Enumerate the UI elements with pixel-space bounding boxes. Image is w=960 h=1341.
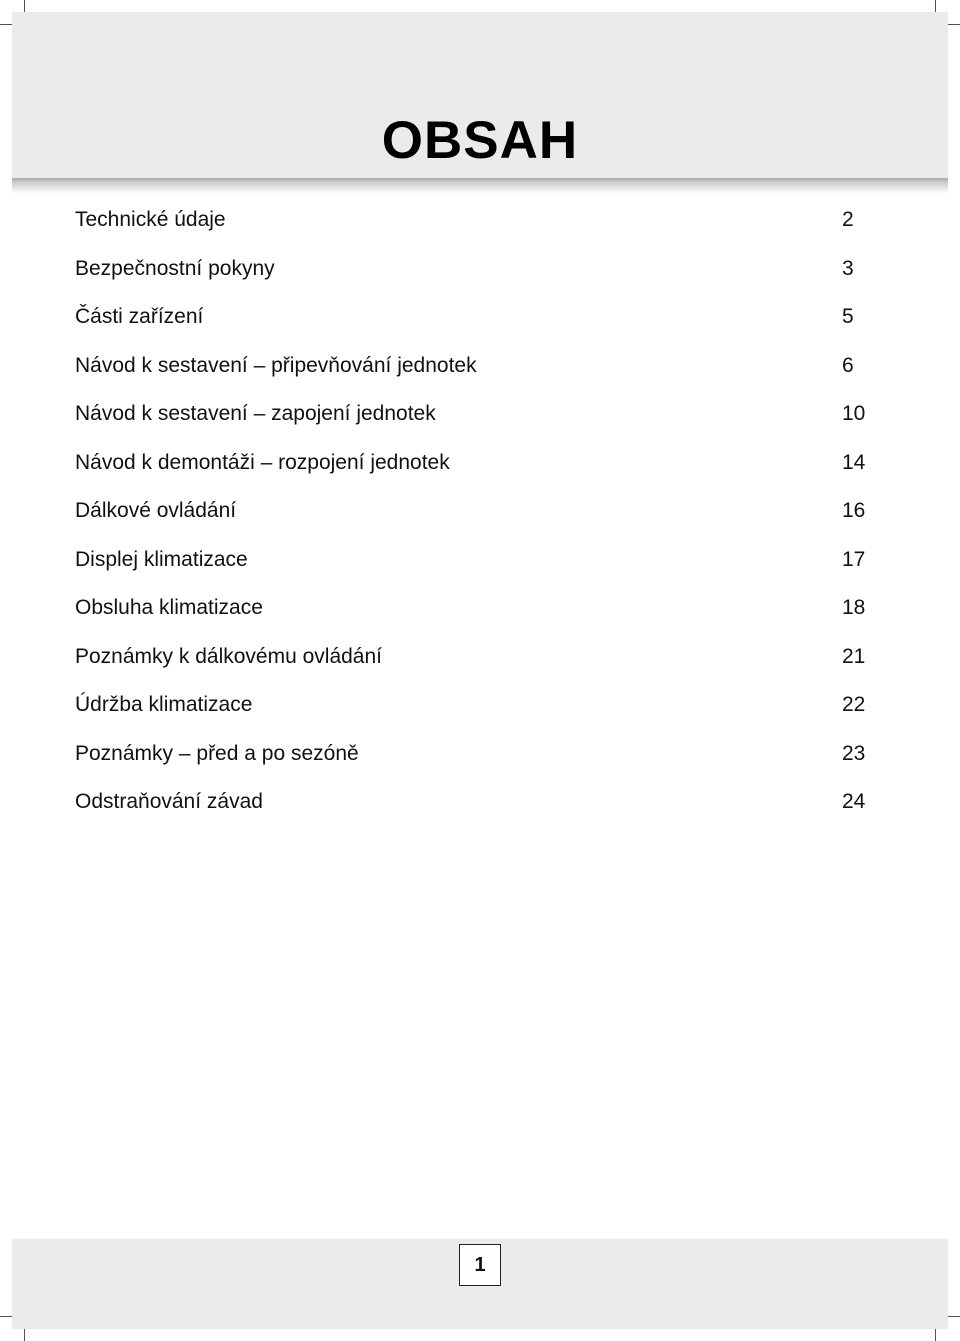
- toc-entry-label: Poznámky k dálkovému ovládání: [75, 644, 382, 668]
- toc-entry[interactable]: [75, 781, 875, 830]
- toc-entry[interactable]: [75, 248, 875, 297]
- toc-entry-page: 24: [842, 790, 866, 813]
- toc-entry[interactable]: [75, 539, 875, 588]
- toc-entry-page: 18: [842, 596, 866, 619]
- toc-entry-page: 16: [842, 499, 866, 522]
- table-of-contents: [75, 199, 875, 830]
- toc-entry-label: Odstraňování závad: [75, 790, 263, 813]
- toc-entry-label: Návod k sestavení – připevňování jednotek: [75, 353, 477, 377]
- toc-entry[interactable]: [75, 490, 875, 539]
- header-shadow: [12, 178, 948, 194]
- toc-entry-label: Návod k sestavení – zapojení jednotek: [75, 402, 436, 425]
- crop-mark-top-right-v: [935, 0, 936, 12]
- toc-entry-page: 5: [842, 305, 854, 328]
- toc-entry-label: Údržba klimatizace: [75, 693, 253, 716]
- crop-mark-bottom-right-v: [935, 1329, 936, 1341]
- toc-entry-page: 2: [842, 208, 854, 231]
- toc-entry[interactable]: [75, 345, 875, 394]
- crop-mark-bottom-left-h: [0, 1316, 12, 1317]
- toc-entry-label: Části zařízení: [75, 305, 204, 328]
- toc-entry-page: 22: [842, 693, 866, 716]
- toc-entry[interactable]: [75, 199, 875, 248]
- crop-mark-bottom-right-h: [948, 1316, 960, 1317]
- page-title: OBSAH: [381, 111, 579, 170]
- toc-entry[interactable]: [75, 296, 875, 345]
- page-number: 1: [459, 1244, 501, 1286]
- crop-mark-top-left-v: [24, 0, 25, 12]
- toc-entry-page: 10: [842, 402, 866, 425]
- crop-mark-bottom-left-v: [24, 1329, 25, 1341]
- toc-entry-label: Bezpečnostní pokyny: [75, 256, 275, 280]
- toc-entry[interactable]: [75, 393, 875, 442]
- toc-entry-label: Poznámky – před a po sezóně: [75, 741, 359, 765]
- toc-entry-page: 6: [842, 353, 854, 377]
- toc-entry-label: Technické údaje: [75, 208, 226, 231]
- toc-entry-label: Obsluha klimatizace: [75, 596, 263, 619]
- toc-entry-label: Dálkové ovládání: [75, 499, 237, 522]
- toc-entry[interactable]: [75, 733, 875, 782]
- toc-entry[interactable]: [75, 587, 875, 636]
- crop-mark-top-right-h: [948, 24, 960, 25]
- toc-entry[interactable]: [75, 636, 875, 685]
- crop-mark-top-left-h: [0, 24, 12, 25]
- toc-entry-page: 3: [842, 256, 854, 280]
- toc-entry-page: 14: [842, 450, 866, 474]
- toc-entry-page: 21: [842, 644, 866, 668]
- toc-entry[interactable]: [75, 442, 875, 491]
- toc-entry-label: Displej klimatizace: [75, 547, 248, 571]
- toc-entry-label: Návod k demontáži – rozpojení jednotek: [75, 450, 450, 474]
- toc-entry-page: 17: [842, 547, 866, 571]
- toc-entry[interactable]: [75, 684, 875, 733]
- toc-entry-page: 23: [842, 741, 866, 765]
